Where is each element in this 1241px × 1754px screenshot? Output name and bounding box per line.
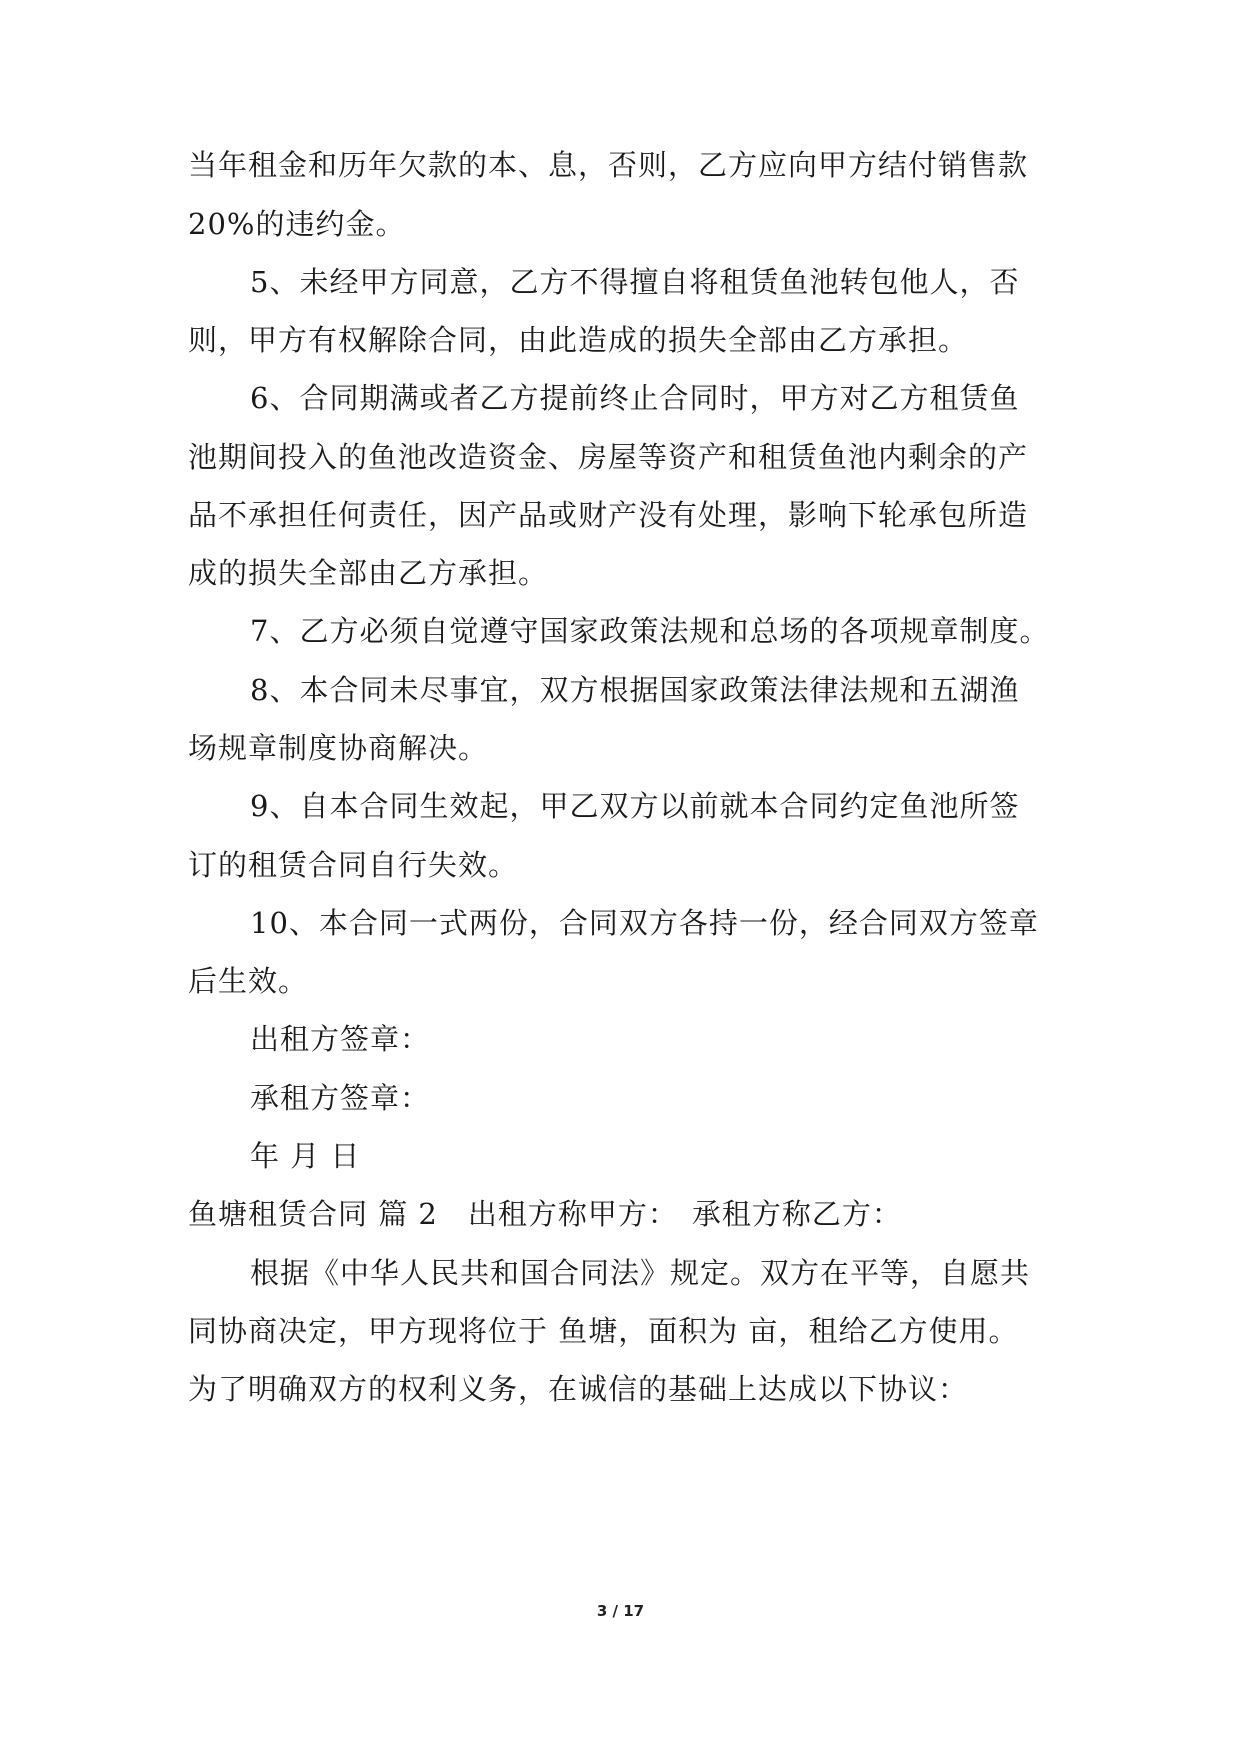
text-line: 订的租赁合同自行失效。	[188, 848, 519, 882]
page-number: 3 / 17	[596, 1602, 645, 1620]
section-heading	[188, 1194, 902, 1234]
clause-6: 6、合同期满或者乙方提前终止合同时，甲方对乙方租赁鱼	[250, 381, 1020, 415]
text-line: 成的损失全部由乙方承担。	[188, 556, 549, 590]
text-line: 20%的违约金。	[188, 207, 406, 241]
text-line: 当年租金和历年欠款的本、息，否则，乙方应向甲方结付销售款	[188, 148, 1029, 182]
clause-10: 10、本合同一式两份，合同双方各持一份，经合同双方签章	[250, 906, 1039, 940]
clause-7: 7、乙方必须自觉遵守国家政策法规和总场的各项规章制度。	[250, 614, 1050, 648]
lessee-signature-label: 承租方签章：	[250, 1081, 431, 1115]
date-line: 年 月 日	[250, 1139, 361, 1173]
clause-8: 8、本合同未尽事宜，双方根据国家政策法律法规和五湖渔	[250, 673, 1020, 707]
lessor-label: 出租方称甲方：	[467, 1197, 678, 1231]
lessor-signature-label: 出租方签章：	[250, 1022, 431, 1056]
text-line: 品不承担任何责任，因产品或财产没有处理，影响下轮承包所造	[188, 498, 1029, 532]
text-line: 为了明确双方的权利义务，在诚信的基础上达成以下协议：	[188, 1372, 969, 1406]
text-line: 池期间投入的鱼池改造资金、房屋等资产和租赁鱼池内剩余的产	[188, 440, 1029, 474]
intro-paragraph: 根据《中华人民共和国合同法》规定。双方在平等，自愿共	[250, 1256, 1031, 1290]
lessee-label: 承租方称乙方：	[691, 1197, 902, 1231]
text-line: 后生效。	[188, 964, 309, 998]
clause-5: 5、未经甲方同意，乙方不得擅自将租赁鱼池转包他人，否	[250, 265, 1020, 299]
clause-9: 9、自本合同生效起，甲乙双方以前就本合同约定鱼池所签	[250, 789, 1020, 823]
text-line: 场规章制度协商解决。	[188, 731, 489, 765]
text-line: 则，甲方有权解除合同，由此造成的损失全部由乙方承担。	[188, 323, 969, 357]
section-title: 鱼塘租赁合同 篇 2	[188, 1197, 438, 1231]
text-line: 同协商决定，甲方现将位于 鱼塘，面积为 亩，租给乙方使用。	[188, 1314, 1019, 1348]
